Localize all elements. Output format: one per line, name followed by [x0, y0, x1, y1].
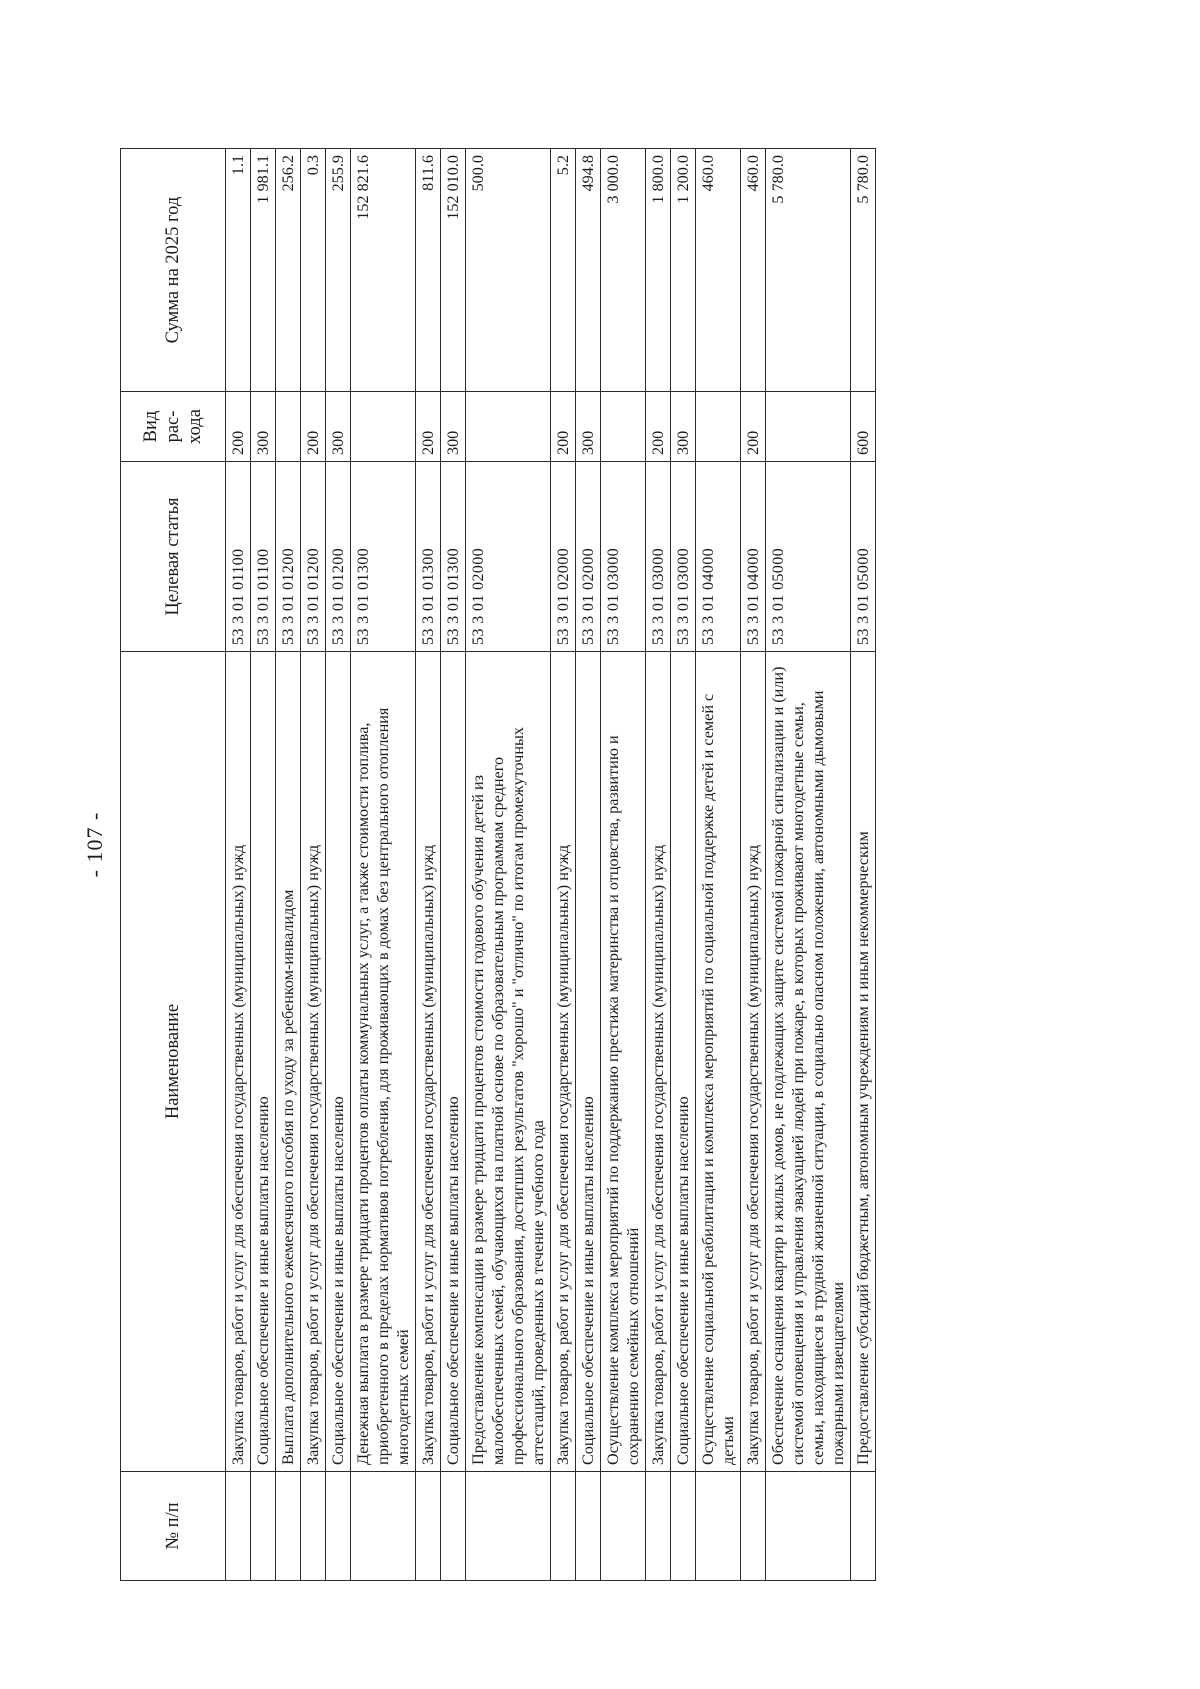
cell-number [741, 1472, 766, 1581]
page-number: - 107 - [82, 811, 107, 878]
cell-expense-type [276, 392, 301, 462]
cell-number [551, 1472, 576, 1581]
cell-target-article: 53 3 01 01300 [351, 462, 416, 652]
table-row [766, 149, 851, 1581]
cell-number [766, 1472, 851, 1581]
cell-expense-type: 600 [851, 392, 876, 462]
cell-expense-type: 200 [646, 392, 671, 462]
cell-target-article: 53 3 01 03000 [601, 462, 646, 652]
column-header-target-article: Целевая статья [121, 462, 226, 652]
cell-expense-type: 200 [301, 392, 326, 462]
cell-target-article: 53 3 01 04000 [741, 462, 766, 652]
table-row [226, 149, 251, 1581]
cell-name: Денежная выплата в размере тридцати процентов оплаты коммунальных услуг, а также стоимости топлива, приобретенного в пределах нормативов потребления, для проживающих в домах без центрального отопления многодетных семей [351, 652, 416, 1472]
cell-target-article: 53 3 01 02000 [576, 462, 601, 652]
budget-table [120, 148, 876, 1581]
cell-sum-2025: 1 800.0 [646, 149, 671, 392]
cell-number [696, 1472, 741, 1581]
cell-sum-2025: 460.0 [741, 149, 766, 392]
cell-target-article: 53 3 01 01300 [441, 462, 466, 652]
cell-name: Социальное обеспечение и иные выплаты населению [576, 652, 601, 1472]
cell-number [301, 1472, 326, 1581]
cell-name: Осуществление комплекса мероприятий по поддержанию престижа материнства и отцовства, развитию и сохранению семейных отношений [601, 652, 646, 1472]
cell-target-article: 53 3 01 05000 [766, 462, 851, 652]
cell-name: Социальное обеспечение и иные выплаты населению [251, 652, 276, 1472]
table-row [741, 149, 766, 1581]
cell-name: Социальное обеспечение и иные выплаты населению [441, 652, 466, 1472]
cell-target-article: 53 3 01 03000 [646, 462, 671, 652]
cell-expense-type: 300 [441, 392, 466, 462]
table-row [326, 149, 351, 1581]
cell-name: Закупка товаров, работ и услуг для обеспечения государственных (муниципальных) нужд [646, 652, 671, 1472]
cell-name: Закупка товаров, работ и услуг для обеспечения государственных (муниципальных) нужд [226, 652, 251, 1472]
cell-sum-2025: 1.1 [226, 149, 251, 392]
cell-target-article: 53 3 01 04000 [696, 462, 741, 652]
table-row [466, 149, 551, 1581]
table-row [351, 149, 416, 1581]
cell-sum-2025: 5 780.0 [851, 149, 876, 392]
cell-number [276, 1472, 301, 1581]
cell-expense-type [466, 392, 551, 462]
column-header-name: Наименование [121, 652, 226, 1472]
cell-target-article: 53 3 01 01300 [416, 462, 441, 652]
cell-target-article: 53 3 01 02000 [466, 462, 551, 652]
cell-number [326, 1472, 351, 1581]
cell-number [466, 1472, 551, 1581]
cell-expense-type [766, 392, 851, 462]
cell-sum-2025: 1 981.1 [251, 149, 276, 392]
table-header-row [121, 149, 226, 1581]
cell-sum-2025: 811.6 [416, 149, 441, 392]
cell-sum-2025: 460.0 [696, 149, 741, 392]
cell-sum-2025: 5.2 [551, 149, 576, 392]
cell-sum-2025: 152 821.6 [351, 149, 416, 392]
cell-name: Закупка товаров, работ и услуг для обеспечения государственных (муниципальных) нужд [416, 652, 441, 1472]
cell-name: Предоставление субсидий бюджетным, автономным учреждениям и иным некоммерческим [851, 652, 876, 1472]
table-row [646, 149, 671, 1581]
cell-number [226, 1472, 251, 1581]
cell-target-article: 53 3 01 02000 [551, 462, 576, 652]
cell-name: Социальное обеспечение и иные выплаты населению [671, 652, 696, 1472]
cell-sum-2025: 500.0 [466, 149, 551, 392]
cell-sum-2025: 256.2 [276, 149, 301, 392]
cell-number [576, 1472, 601, 1581]
column-header-sum-2025: Сумма на 2025 год [121, 149, 226, 392]
cell-sum-2025: 255.9 [326, 149, 351, 392]
cell-number [671, 1472, 696, 1581]
cell-sum-2025: 152 010.0 [441, 149, 466, 392]
table-row [301, 149, 326, 1581]
cell-name: Закупка товаров, работ и услуг для обеспечения государственных (муниципальных) нужд [551, 652, 576, 1472]
cell-name: Предоставление компенсации в размере тридцати процентов стоимости годового обучения детей из малообеспеченных семей, обучающихся на платной основе по образовательным программам среднего профессионального образования, достигших результатов "хорошо" и "отлично" по итогам промежуточных аттестаций, проведенных в течение учебного года [466, 652, 551, 1472]
cell-target-article: 53 3 01 01100 [251, 462, 276, 652]
cell-target-article: 53 3 01 01100 [226, 462, 251, 652]
cell-expense-type [696, 392, 741, 462]
cell-expense-type: 200 [551, 392, 576, 462]
cell-expense-type [351, 392, 416, 462]
cell-number [251, 1472, 276, 1581]
cell-sum-2025: 0.3 [301, 149, 326, 392]
table-row [671, 149, 696, 1581]
cell-target-article: 53 3 01 01200 [301, 462, 326, 652]
cell-target-article: 53 3 01 03000 [671, 462, 696, 652]
column-header-expense-type: Вид рас- хода [121, 392, 226, 462]
table-row [416, 149, 441, 1581]
cell-target-article: 53 3 01 01200 [276, 462, 301, 652]
cell-expense-type: 300 [671, 392, 696, 462]
table-row [441, 149, 466, 1581]
table-row [551, 149, 576, 1581]
table-row [576, 149, 601, 1581]
table-row [601, 149, 646, 1581]
cell-name: Обеспечение оснащения квартир и жилых домов, не подлежащих защите системой пожарной сигнализации и (или) системой оповещения и управления эвакуацией людей при пожаре, в которых проживают многодетные семьи, семьи, находящиеся в трудной жизненной ситуации, в социально опасном положении, автономными дымовыми пожарными извещателями [766, 652, 851, 1472]
cell-sum-2025: 5 780.0 [766, 149, 851, 392]
cell-expense-type [601, 392, 646, 462]
cell-sum-2025: 494.8 [576, 149, 601, 392]
cell-number [351, 1472, 416, 1581]
cell-target-article: 53 3 01 05000 [851, 462, 876, 652]
cell-name: Закупка товаров, работ и услуг для обеспечения государственных (муниципальных) нужд [741, 652, 766, 1472]
cell-number [601, 1472, 646, 1581]
cell-name: Закупка товаров, работ и услуг для обеспечения государственных (муниципальных) нужд [301, 652, 326, 1472]
column-header-number: № п/п [121, 1472, 226, 1581]
cell-name: Выплата дополнительного ежемесячного пособия по уходу за ребенком-инвалидом [276, 652, 301, 1472]
table-row [696, 149, 741, 1581]
cell-expense-type: 200 [226, 392, 251, 462]
cell-number [416, 1472, 441, 1581]
cell-sum-2025: 1 200.0 [671, 149, 696, 392]
cell-target-article: 53 3 01 01200 [326, 462, 351, 652]
cell-name: Осуществление социальной реабилитации и комплекса мероприятий по социальной поддержке детей и семей с детьми [696, 652, 741, 1472]
table-row [276, 149, 301, 1581]
cell-expense-type: 300 [576, 392, 601, 462]
cell-number [646, 1472, 671, 1581]
cell-expense-type: 300 [326, 392, 351, 462]
cell-number [441, 1472, 466, 1581]
cell-name: Социальное обеспечение и иные выплаты населению [326, 652, 351, 1472]
cell-expense-type: 200 [416, 392, 441, 462]
table-row [251, 149, 276, 1581]
cell-number [851, 1472, 876, 1581]
cell-expense-type: 300 [251, 392, 276, 462]
cell-sum-2025: 3 000.0 [601, 149, 646, 392]
table-body [226, 149, 876, 1581]
table-row [851, 149, 876, 1581]
cell-expense-type: 200 [741, 392, 766, 462]
